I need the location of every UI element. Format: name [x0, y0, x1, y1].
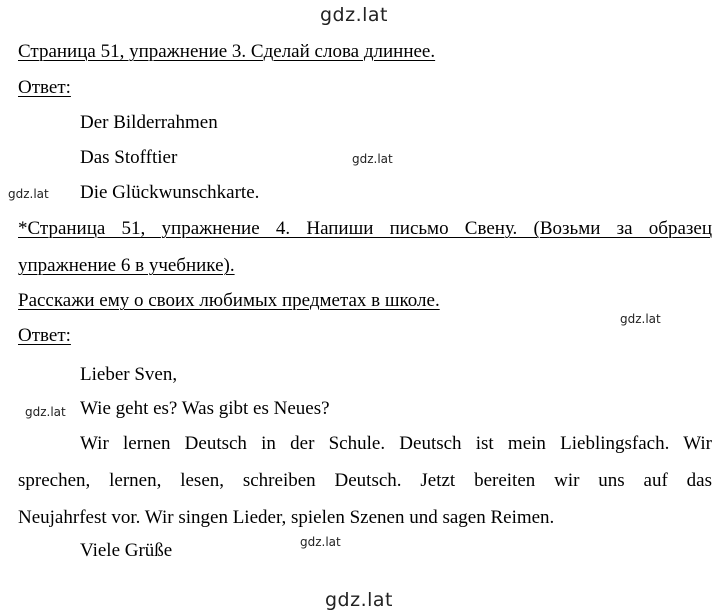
exercise-4-title-line-2: упражнение 6 в учебнике).: [18, 255, 235, 276]
watermark: gdz.lat: [300, 535, 341, 549]
exercise-4-title-line-3: Расскажи ему о своих любимых предметах в школе.: [18, 290, 440, 311]
exercise-3-title: Страница 51, упражнение 3. Сделай слова длиннее.: [18, 41, 436, 62]
letter-closing: Viele Grüße: [80, 540, 173, 561]
watermark: gdz.lat: [25, 405, 66, 419]
answer-label: Ответ:: [18, 325, 71, 346]
watermark-top: gdz.lat: [320, 4, 389, 26]
word-item: Das Stofftier: [80, 147, 178, 168]
exercise-4-title-line-1: *Страница 51, упражнение 4. Напиши письмо Свену. (Возьми за образец: [18, 218, 712, 239]
watermark: gdz.lat: [8, 187, 49, 201]
watermark: gdz.lat: [352, 152, 393, 166]
watermark-bottom: gdz.lat: [325, 589, 394, 611]
watermark: gdz.lat: [620, 312, 661, 326]
letter-body-line: Neujahrfest vor. Wir singen Lieder, spielen Szenen und sagen Reimen.: [18, 507, 555, 528]
word-item: Die Glückwunschkarte.: [80, 182, 260, 203]
letter-body-line: sprechen, lernen, lesen, schreiben Deutsch. Jetzt bereiten wir uns auf das: [18, 470, 712, 491]
letter-body-line: Wir lernen Deutsch in der Schule. Deutsch ist mein Lieblingsfach. Wir: [80, 433, 712, 454]
answer-label: Ответ:: [18, 77, 71, 98]
word-item: Der Bilderrahmen: [80, 112, 218, 133]
letter-question: Wie geht es? Was gibt es Neues?: [80, 398, 330, 419]
letter-greeting: Lieber Sven,: [80, 364, 178, 385]
